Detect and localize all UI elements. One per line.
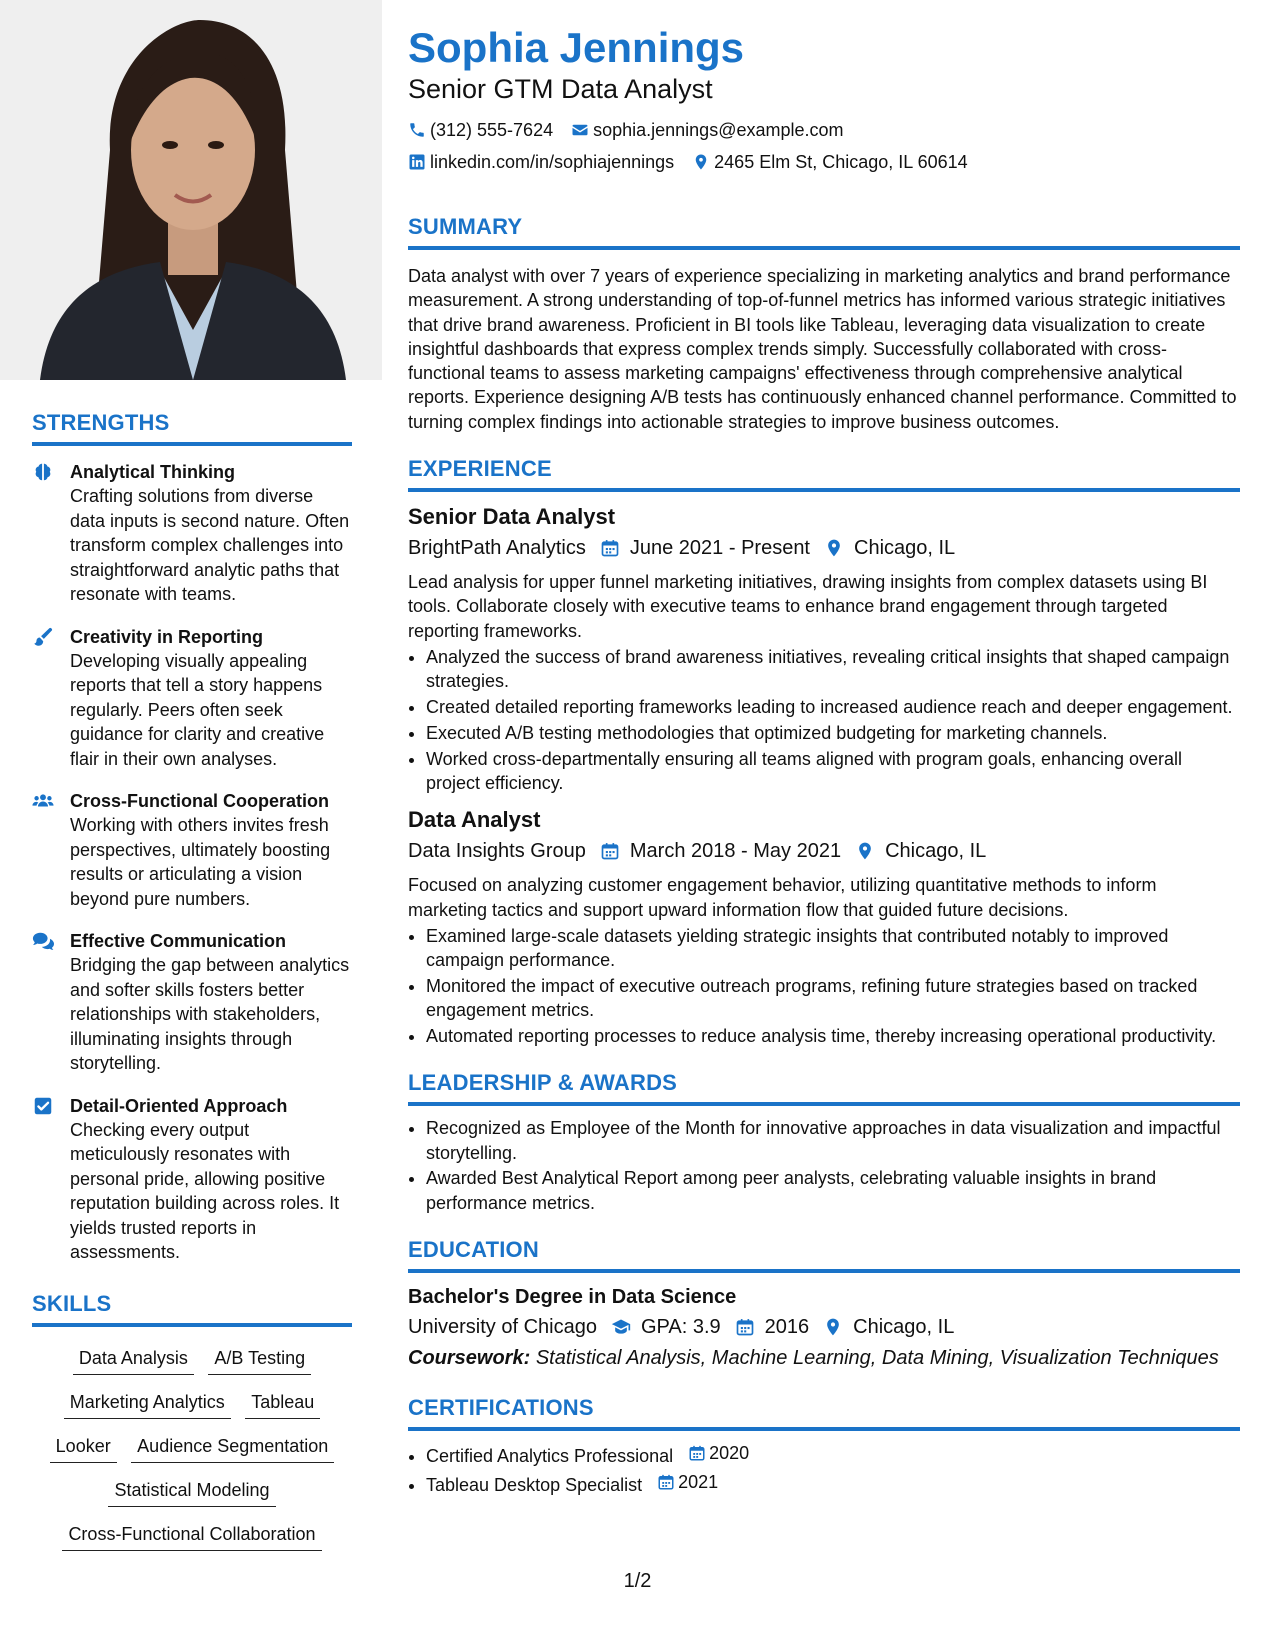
leadership-section: [408, 1070, 1240, 1215]
job-meta: [408, 835, 1240, 867]
degree-name: Bachelor's Degree in Data Science: [408, 1286, 737, 1309]
strength-title: Cross-Functional Cooperation: [70, 791, 330, 811]
skill-tag: Looker: [50, 1433, 117, 1463]
main-column: [408, 22, 1240, 1499]
address-contact: [692, 152, 968, 173]
cert-name: Certified Analytics Professional: [426, 1446, 674, 1467]
calendar-icon: [600, 538, 620, 558]
education-section: [408, 1237, 1240, 1373]
candidate-name: Sophia Jennings: [408, 24, 745, 71]
strength-item: [32, 1094, 352, 1265]
education-meta: [408, 1311, 1240, 1343]
job-meta: [408, 532, 1240, 564]
phone-contact: [408, 120, 553, 141]
linkedin-icon: [408, 153, 426, 171]
users-icon: [32, 790, 54, 812]
checkbox-icon: [32, 1095, 54, 1117]
job-company: BrightPath Analytics: [408, 537, 586, 560]
profile-photo: [0, 0, 382, 380]
strength-desc: Developing visually appealing reports that tell a story happens regularly. Peers often seek guidance for clarity and creative flair in their own analyses.: [70, 650, 325, 769]
school-location: Chicago, IL: [853, 1316, 955, 1339]
calendar-icon: [735, 1317, 755, 1337]
school-name: University of Chicago: [408, 1316, 597, 1339]
job-entry: [408, 805, 1240, 1048]
map-pin-icon: [824, 538, 844, 558]
experience-title: EXPERIENCE: [408, 456, 1240, 492]
skill-tag: Cross-Functional Collaboration: [62, 1521, 321, 1551]
job-role: Senior Data Analyst: [408, 504, 616, 530]
skill-row: [32, 1477, 352, 1507]
job-description: Focused on analyzing customer engagement behavior, utilizing quantitative methods to inform marketing tactics and support upward information flow that guided future decisions.: [408, 875, 1157, 920]
certifications-title: CERTIFICATIONS: [408, 1395, 1240, 1431]
job-dates: March 2018 - May 2021: [629, 840, 842, 863]
job-location: Chicago, IL: [854, 537, 956, 560]
job-bullets: [408, 645, 1240, 795]
gpa: GPA: 3.9: [640, 1316, 721, 1339]
skill-row: [32, 1389, 352, 1419]
strength-desc: Checking every output meticulously resonates with personal pride, allowing positive reputation building across roles. It yields trusted reports in assessments.: [70, 1119, 340, 1262]
envelope-icon: [571, 121, 589, 139]
strength-title: Effective Communication: [70, 931, 287, 951]
coursework-list: Statistical Analysis, Machine Learning, Data Mining, Visualization Techniques: [535, 1347, 1219, 1370]
strength-item: [32, 789, 352, 911]
cert-year: 2020: [709, 1443, 750, 1464]
street-address: 2465 Elm St, Chicago, IL 60614: [714, 151, 968, 172]
list-item: • Awarded Best Analytical Report among peer analysts, celebrating valuable insights in brand performance metrics.: [426, 1166, 1240, 1215]
job-location: Chicago, IL: [885, 840, 987, 863]
email-contact[interactable]: [571, 120, 843, 141]
contact-info: [408, 114, 1240, 178]
skill-tag: Statistical Modeling: [108, 1477, 275, 1507]
coursework: [408, 1343, 1240, 1373]
graduation-cap-icon: [611, 1317, 631, 1337]
list-item: • Examined large-scale datasets yielding strategic insights that contributed notably to improved campaign performance.: [426, 924, 1240, 973]
coursework-label: Coursework:: [408, 1347, 531, 1370]
list-item: • Automated reporting processes to reduce analysis time, thereby increasing operational productivity.: [426, 1024, 1240, 1048]
page-number: 1/2: [623, 1570, 652, 1592]
list-item: [426, 1470, 1240, 1497]
list-item: • Monitored the impact of executive outreach programs, refining future strategies based on tracked engagement metrics.: [426, 974, 1240, 1023]
phone-number: (312) 555-7624: [430, 119, 554, 140]
job-bullets: [408, 924, 1240, 1048]
job-role: Data Analyst: [408, 807, 541, 833]
strength-item: [32, 625, 352, 772]
job-dates: June 2021 - Present: [629, 537, 810, 560]
strength-desc: Crafting solutions from diverse data inputs is second nature. Often transform complex challenges into straightforward analytic paths that resonate with teams.: [70, 486, 350, 604]
certifications-list: [408, 1441, 1240, 1497]
skill-tag: Tableau: [245, 1389, 320, 1419]
list-item: • Executed A/B testing methodologies that optimized budgeting for marketing channels.: [426, 721, 1240, 745]
skill-row: [32, 1345, 352, 1375]
calendar-icon: [600, 841, 620, 861]
experience-section: [408, 456, 1240, 1048]
calendar-icon: [688, 1444, 706, 1462]
paintbrush-icon: [32, 626, 54, 648]
summary-title: SUMMARY: [408, 214, 1240, 250]
summary-text: Data analyst with over 7 years of experience specializing in marketing analytics and brand performance measurement. A strong understanding of top-of-funnel metrics has informed various strategic initiatives that drive brand awareness. Proficient in BI tools like Tableau, leveraging data visualization to create insightful dashboards that express complex trends simply. Successfully collaborated with cross-functional teams to assess marketing campaigns' effectiveness through comprehensive analytical reports. Experience designing A/B tests has continuously enhanced channel performance. Committed to turning complex findings into actionable strategies to improve business outcomes.: [408, 266, 1237, 432]
phone-icon: [408, 121, 426, 139]
education-title: EDUCATION: [408, 1237, 1240, 1273]
list-item: • Analyzed the success of brand awareness initiatives, revealing critical insights that shaped campaign strategies.: [426, 645, 1240, 694]
list-item: [426, 1441, 1240, 1468]
graduation-year: 2016: [764, 1316, 810, 1339]
skill-tag: Marketing Analytics: [64, 1389, 231, 1419]
skills-list: [32, 1341, 352, 1551]
list-item: • Worked cross-departmentally ensuring all teams aligned with program goals, enhancing overall project efficiency.: [426, 747, 1240, 796]
skill-row: [32, 1521, 352, 1551]
job-description: Lead analysis for upper funnel marketing initiatives, drawing insights from complex datasets using BI tools. Collaborate closely with executive teams to enhance brand engagement through targeted reporting frameworks.: [408, 572, 1208, 641]
job-company: Data Insights Group: [408, 840, 586, 863]
strengths-title: STRENGTHS: [32, 410, 352, 446]
chat-bubbles-icon: [32, 930, 54, 952]
skill-tag: Data Analysis: [73, 1345, 194, 1375]
linkedin-contact[interactable]: [408, 152, 674, 173]
list-item: • Recognized as Employee of the Month for innovative approaches in data visualization and impactful storytelling.: [426, 1116, 1240, 1165]
cert-year: 2021: [678, 1471, 719, 1492]
brain-icon: [32, 461, 54, 483]
strength-item: [32, 460, 352, 607]
skill-row: [32, 1433, 352, 1463]
leadership-list: [408, 1116, 1240, 1215]
sidebar-sections: [32, 410, 352, 1565]
map-pin-icon: [692, 153, 710, 171]
leadership-title: LEADERSHIP & AWARDS: [408, 1070, 1240, 1106]
job-entry: [408, 502, 1240, 795]
sidebar: [0, 0, 382, 1650]
certifications-section: [408, 1395, 1240, 1497]
skills-title: SKILLS: [32, 1291, 352, 1327]
summary-section: [408, 214, 1240, 434]
strength-desc: Bridging the gap between analytics and softer skills fosters better relationships with stakeholders, illuminating insights through storytelling.: [70, 955, 350, 1073]
strength-title: Creativity in Reporting: [70, 626, 264, 647]
strength-title: Detail-Oriented Approach: [70, 1095, 288, 1116]
linkedin-url[interactable]: linkedin.com/in/sophiajennings: [430, 151, 675, 172]
strength-desc: Working with others invites fresh perspectives, ultimately boosting results or articulating a vision beyond pure numbers.: [70, 815, 331, 909]
skill-tag: Audience Segmentation: [131, 1433, 334, 1463]
map-pin-icon: [855, 841, 875, 861]
email-address[interactable]: sophia.jennings@example.com: [593, 119, 844, 140]
list-item: • Created detailed reporting frameworks leading to increased audience reach and deeper engagement.: [426, 695, 1240, 719]
skill-tag: A/B Testing: [208, 1345, 311, 1375]
candidate-title: Senior GTM Data Analyst: [408, 74, 713, 104]
strength-item: [32, 929, 352, 1076]
map-pin-icon: [823, 1317, 843, 1337]
calendar-icon: [657, 1473, 675, 1491]
cert-name: Tableau Desktop Specialist: [426, 1475, 643, 1496]
strength-title: Analytical Thinking: [70, 462, 236, 482]
